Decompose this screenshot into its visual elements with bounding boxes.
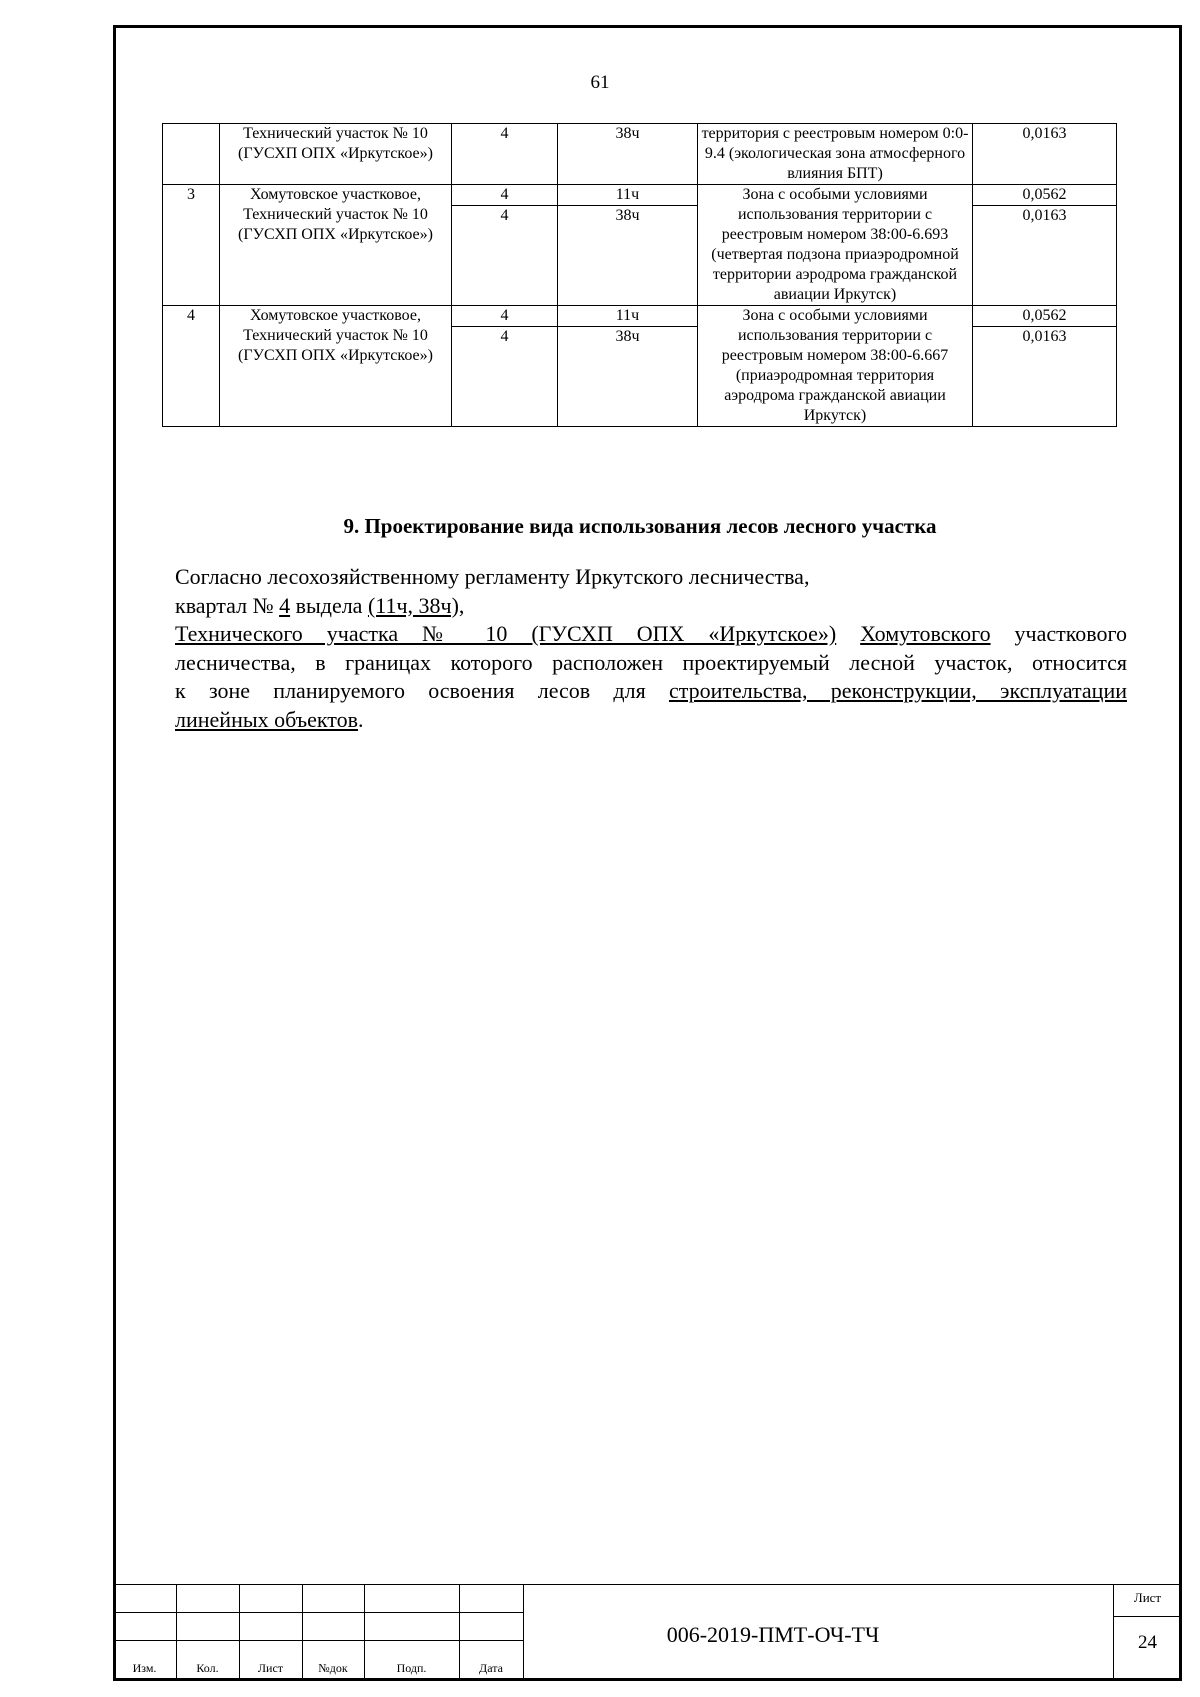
cell-area: 0,0163 xyxy=(973,206,1117,306)
table-row xyxy=(163,124,1117,185)
label-count: Кол. xyxy=(196,1661,219,1675)
cell-num: 3 xyxy=(163,185,220,306)
cell-name: Хомутовское участковое, Технический участок № 10 (ГУСХП ОПХ «Иркутское») xyxy=(220,185,452,306)
title-block xyxy=(113,1584,1182,1681)
cell-zone: Зона с особыми условиями использования территории с реестровым номером 38:00-6.667 (приаэродромная территория аэродрома гражданской авиации Иркутск) xyxy=(698,306,973,427)
cell-plot: 11ч xyxy=(558,185,698,206)
text-run: участкового xyxy=(990,621,1128,646)
cell-area: 0,0163 xyxy=(973,327,1117,427)
table-row xyxy=(163,306,1117,327)
paragraph-line xyxy=(175,592,1127,621)
plot-numbers: (11ч, 38ч), xyxy=(367,592,465,618)
title-block-border xyxy=(113,1584,1182,1585)
zones-table xyxy=(162,123,1117,427)
paragraph-line xyxy=(175,706,1127,735)
label-signature: Подп. xyxy=(396,1661,427,1675)
cell-quarter: 4 xyxy=(452,327,558,427)
usage-type-end: линейных объектов xyxy=(175,706,359,732)
cell-name: Хомутовское участковое, Технический участок № 10 (ГУСХП ОПХ «Иркутское») xyxy=(220,306,452,427)
cell-area: 0,0562 xyxy=(973,306,1117,327)
section-paragraph xyxy=(175,563,1127,734)
cell-quarter: 4 xyxy=(452,306,558,327)
cell-num xyxy=(163,124,220,185)
sheet-number: 24 xyxy=(1138,1632,1157,1653)
cell-zone: Зона с особыми условиями использования территории с реестровым номером 38:00-6.693 (четвертая подзона приаэродромной территории аэродрома гражданской авиации Иркутск) xyxy=(698,185,973,306)
title-block-rule xyxy=(1113,1616,1182,1617)
forestry-name: Хомутовского xyxy=(860,621,991,646)
title-block-rule xyxy=(113,1640,523,1641)
cell-num: 4 xyxy=(163,306,220,427)
cell-plot: 38ч xyxy=(558,206,698,306)
label-sheet: Лист xyxy=(257,1661,284,1675)
paragraph-line xyxy=(175,620,1127,649)
paragraph-line: Согласно лесохозяйственному регламенту Иркутского лесничества, xyxy=(175,564,810,589)
cell-quarter: 4 xyxy=(452,124,558,185)
usage-type: строительства, реконструкции, эксплуатации xyxy=(668,678,1127,703)
label-change: Изм. xyxy=(132,1661,157,1675)
page-number: 61 xyxy=(590,72,610,93)
text-run: квартал № xyxy=(175,592,280,618)
cell-area: 0,0163 xyxy=(973,124,1117,185)
paragraph-line xyxy=(175,677,1127,706)
label-doc-number: №док xyxy=(318,1661,348,1675)
section-heading: 9. Проектирование вида использования лесов лесного участка xyxy=(343,514,937,538)
text-run: выдела xyxy=(290,592,368,618)
cell-plot: 38ч xyxy=(558,327,698,427)
cell-quarter: 4 xyxy=(452,185,558,206)
text-run: к зоне планируемого освоения лесов для xyxy=(175,678,669,703)
label-date: Дата xyxy=(479,1661,503,1675)
sheet-label: Лист xyxy=(1133,1590,1162,1605)
cell-zone: территория с реестровым номером 0:0-9.4 (экологическая зона атмосферного влияния БПТ) xyxy=(698,124,973,185)
title-block-rule xyxy=(113,1612,523,1613)
cell-quarter: 4 xyxy=(452,206,558,306)
cell-area: 0,0562 xyxy=(973,185,1117,206)
table-row xyxy=(163,185,1117,206)
cell-plot: 11ч xyxy=(558,306,698,327)
cell-name: Технический участок № 10 (ГУСХП ОПХ «Иркутское») xyxy=(220,124,452,185)
text-run xyxy=(836,621,860,646)
text-run: . xyxy=(358,706,364,732)
cell-plot: 38ч xyxy=(558,124,698,185)
quarter-number: 4 xyxy=(279,592,291,618)
technical-plot-name: Технического участка № 10 (ГУСХП ОПХ «Иркутское») xyxy=(175,621,837,646)
document-code: 006-2019-ПМТ-ОЧ-ТЧ xyxy=(666,1622,880,1647)
paragraph-line: лесничества, в границах которого расположен проектируемый лесной участок, относится xyxy=(175,649,1127,675)
